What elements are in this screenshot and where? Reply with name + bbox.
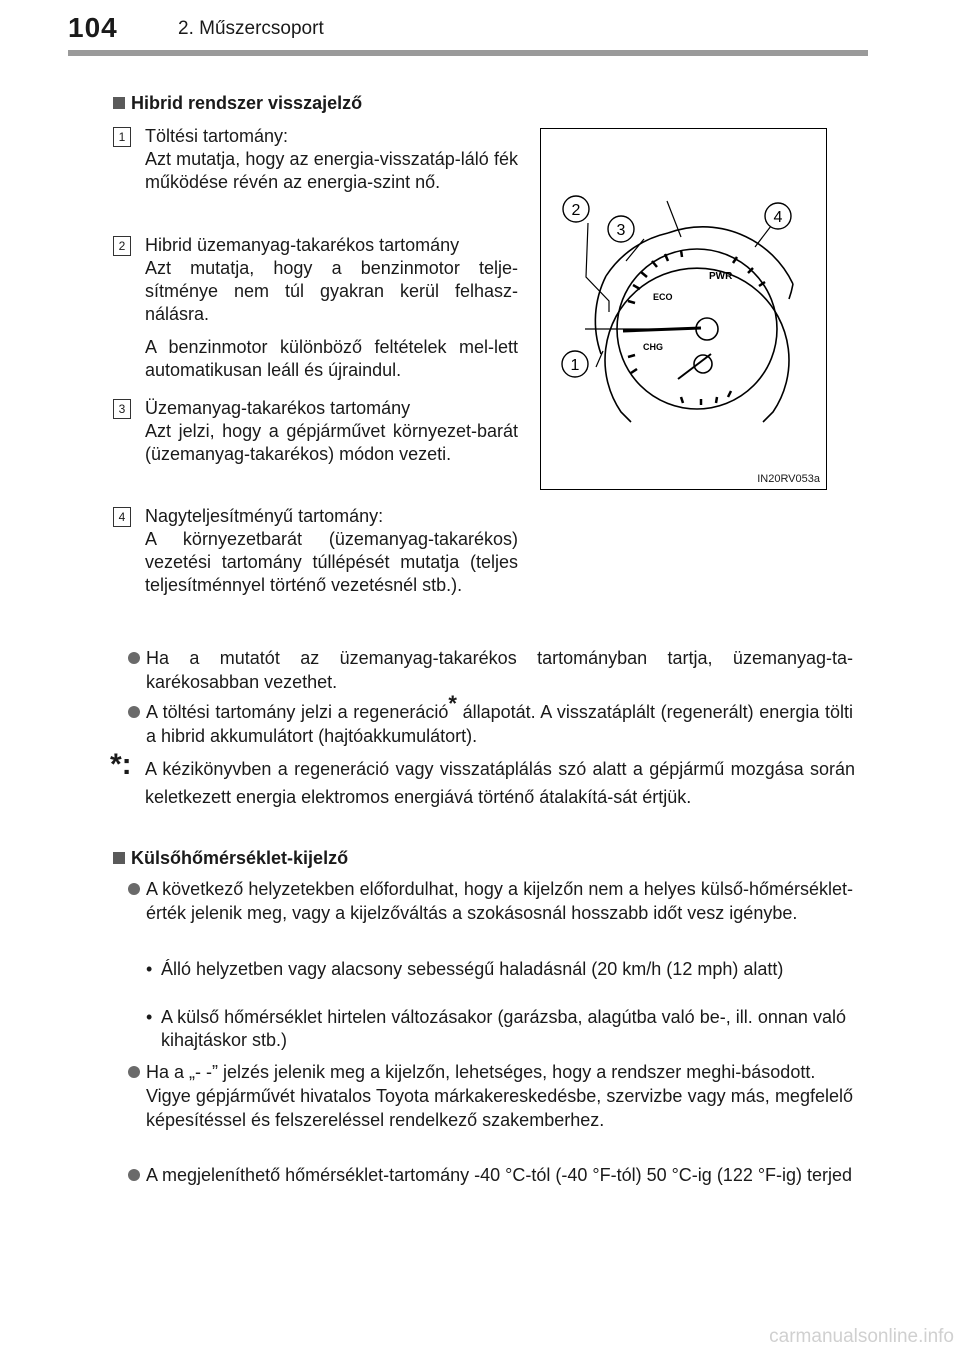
item-title: Üzemanyag-takarékos tartomány [145, 398, 411, 418]
bullet-item [128, 1163, 853, 1187]
footnote-ref: * [448, 691, 457, 716]
bullet-text: A következő helyzetekben előfordulhat, hogy a kijelzőn nem a helyes külső-hőmérséklet-érték jelenik meg, vagy a kijelzőváltás a szokásosnál hosszabb időt vesz igénybe. [146, 879, 853, 923]
range-item-4 [113, 505, 518, 597]
item-number-badge: 1 [113, 127, 131, 147]
range-item-3 [113, 397, 518, 466]
footnote-text: A kézikönyvben a regeneráció vagy visszatáplálás szó alatt a gépjármű mozgása során keletkezett energia elektromos energiává történő átalakítá-sát értjük. [145, 759, 855, 807]
bullet-text: A megjeleníthető hőmérséklet-tartomány -40 °C-tól (-40 °F-tól) 50 °C-ig (122 °F-ig) terjed [146, 1165, 853, 1185]
sub-gauge-needle [678, 354, 711, 379]
callout-4: 4 [773, 209, 783, 226]
bullet-dot-icon [128, 1169, 140, 1181]
figure-code: IN20RV053a [757, 473, 820, 485]
header-rule [68, 50, 868, 56]
square-bullet-icon [113, 852, 125, 864]
item-title: Nagyteljesítményű tartomány: [145, 506, 384, 526]
bullet-item [128, 877, 853, 925]
item-number-badge: 2 [113, 236, 131, 256]
item-title: Töltési tartomány: [145, 126, 289, 146]
item-text: Azt mutatja, hogy a benzinmotor telje-sítménye nem túl gyakran kerül felhasz-nálásra. [145, 258, 518, 324]
bullet-item [128, 691, 853, 748]
range-item-1 [113, 125, 518, 194]
gauge-housing [605, 268, 789, 422]
power-range-arc [789, 284, 793, 299]
item-note: A benzinmotor különböző feltételek mel-lett automatikusan leáll és újraindul. [145, 337, 518, 380]
square-bullet-icon [113, 97, 125, 109]
section-title-temperature [113, 848, 348, 869]
callout-3: 3 [616, 222, 626, 239]
item-text: Azt mutatja, hogy az energia-visszatáp-láló fék működése révén az energia-szint nő. [145, 149, 518, 192]
bullet-text: Ha a „- -” jelzés jelenik meg a kijelzőn, lehetséges, hogy a rendszer meghi-básodott. Vigye gépjárművét hivatalos Toyota márkakereskedésbe, szervizbe vagy más, megfelelő képesítéssel és felszereléssel rendelkező szakemberhez. [146, 1062, 853, 1130]
range-item-2 [113, 234, 518, 382]
bullet-dot-icon [128, 706, 140, 718]
page-number: 104 [68, 12, 118, 43]
chg-label: CHG [643, 342, 663, 352]
sub-bullet-text: A külső hőmérséklet hirtelen változásakor (garázsba, alagútba való be-, ill. onnan való kihajtáskor stb.) [161, 1007, 846, 1050]
bullet-dot-icon [128, 883, 140, 895]
sub-bullet-item [146, 1006, 846, 1052]
bullet-text: A töltési tartomány jelzi a regeneráció* állapotát. A visszatáplált (regenerált) energia tölti a hibrid akkumulátort (hajtóakkumulátort). [146, 691, 853, 746]
item-number-badge: 3 [113, 399, 131, 419]
sub-bullet-text: Álló helyzetben vagy alacsony sebességű haladásnál (20 km/h (12 mph) alatt) [161, 959, 784, 979]
footnote [110, 748, 855, 811]
chapter-title: 2. Műszercsoport [178, 18, 324, 39]
sub-bullet-item [146, 958, 846, 981]
bullet-dot-icon [128, 1066, 140, 1078]
callout-1: 1 [570, 357, 580, 374]
item-number-badge: 4 [113, 507, 131, 527]
section-title-text: Külsőhőmérséklet-kijelző [131, 848, 349, 868]
eco-label: ECO [653, 292, 673, 302]
item-text: Azt jelzi, hogy a gépjárművet környezet-barát (üzemanyag-takarékos) módon vezeti. [145, 421, 518, 464]
item-text: A környezetbarát (üzemanyag-takarékos) vezetési tartomány túllépését mutatja (teljes teljesítménnyel történő vezetésnél stb.). [145, 529, 518, 595]
bullet-item [128, 1060, 853, 1132]
section-title-hybrid [113, 93, 362, 114]
item-title: Hibrid üzemanyag-takarékos tartomány [145, 235, 460, 255]
sub-bullet-mark: • [146, 1007, 153, 1027]
footnote-mark: *: [110, 748, 132, 781]
bullet-dot-icon [128, 652, 140, 664]
hybrid-indicator-figure [540, 128, 827, 490]
watermark: carmanualsonline.info [769, 1326, 954, 1347]
callout-2: 2 [571, 202, 581, 219]
hybrid-gauge-illustration [541, 129, 826, 489]
section-title-text: Hibrid rendszer visszajelző [131, 93, 363, 113]
bullet-item [128, 646, 853, 694]
pwr-label: PWR [709, 271, 733, 282]
bullet-text: Ha a mutatót az üzemanyag-takarékos tartományban tartja, üzemanyag-ta-karékosabban vezethet. [146, 648, 853, 692]
sub-bullet-mark: • [146, 959, 153, 979]
